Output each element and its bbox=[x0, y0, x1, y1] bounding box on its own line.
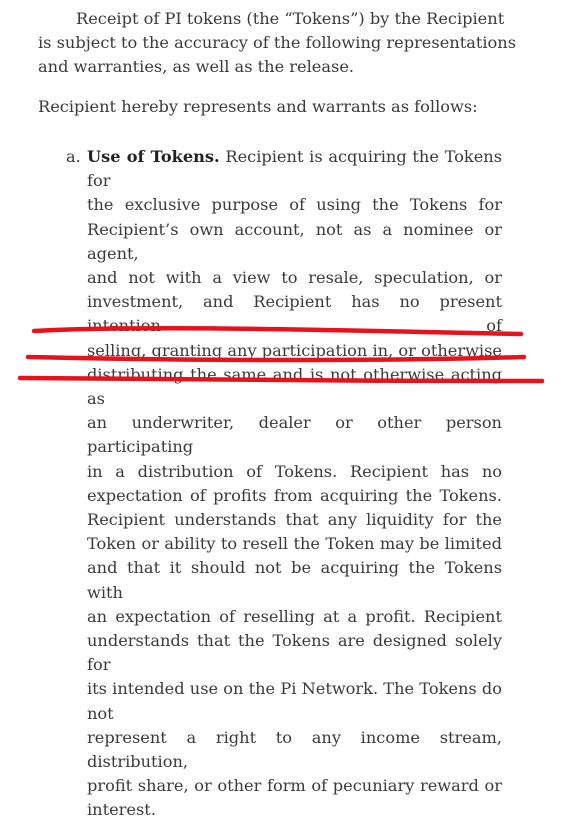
item-line-10: Recipient understands that any liquidity for the bbox=[87, 510, 502, 530]
item-line-14: understands that the Tokens are designed solely for bbox=[87, 631, 502, 675]
lead-paragraph: Recipient hereby represents and warrants as follows: bbox=[38, 97, 478, 116]
item-line-18: interest. bbox=[87, 800, 156, 820]
item-line-17: profit share, or other form of pecuniary reward or bbox=[87, 776, 502, 796]
list-item-marker: a. bbox=[66, 147, 81, 166]
item-line-8: in a distribution of Tokens. Recipient has no bbox=[87, 461, 502, 481]
list-item-use-of-tokens bbox=[87, 145, 502, 823]
item-line-0: Recipient is acquiring the Tokens for bbox=[87, 147, 503, 191]
item-line-12: and that it should not be acquiring the Tokens with bbox=[87, 558, 502, 602]
item-line-2: Recipient’s own account, not as a nominee or agent, bbox=[87, 219, 502, 263]
item-line-11: Token or ability to resell the Token may be limited bbox=[87, 534, 502, 554]
item-line-3: and not with a view to resale, speculation, or bbox=[87, 268, 502, 288]
item-line-15: its intended use on the Pi Network. The Tokens do not bbox=[87, 679, 502, 723]
item-line-4: investment, and Recipient has no present intention of bbox=[87, 292, 502, 336]
item-title: Use of Tokens. bbox=[87, 147, 220, 166]
item-line-1: the exclusive purpose of using the Tokens for bbox=[87, 195, 502, 215]
item-line-16: represent a right to any income stream, distribution, bbox=[87, 727, 502, 772]
item-line-5: selling, granting any participation in, or otherwise bbox=[87, 340, 502, 360]
item-line-9: expectation of profits from acquiring the Tokens. bbox=[87, 485, 502, 505]
intro-paragraph: Receipt of PI tokens (the “Tokens”) by the Recipient is subject to the accuracy of the following representations and warranties, as well as the release. bbox=[38, 9, 517, 77]
item-line-6: distributing the same and is not otherwise acting as bbox=[87, 364, 502, 409]
item-line-13: an expectation of reselling at a profit. Recipient bbox=[87, 606, 502, 626]
item-line-7: an underwriter, dealer or other person participating bbox=[87, 413, 502, 457]
